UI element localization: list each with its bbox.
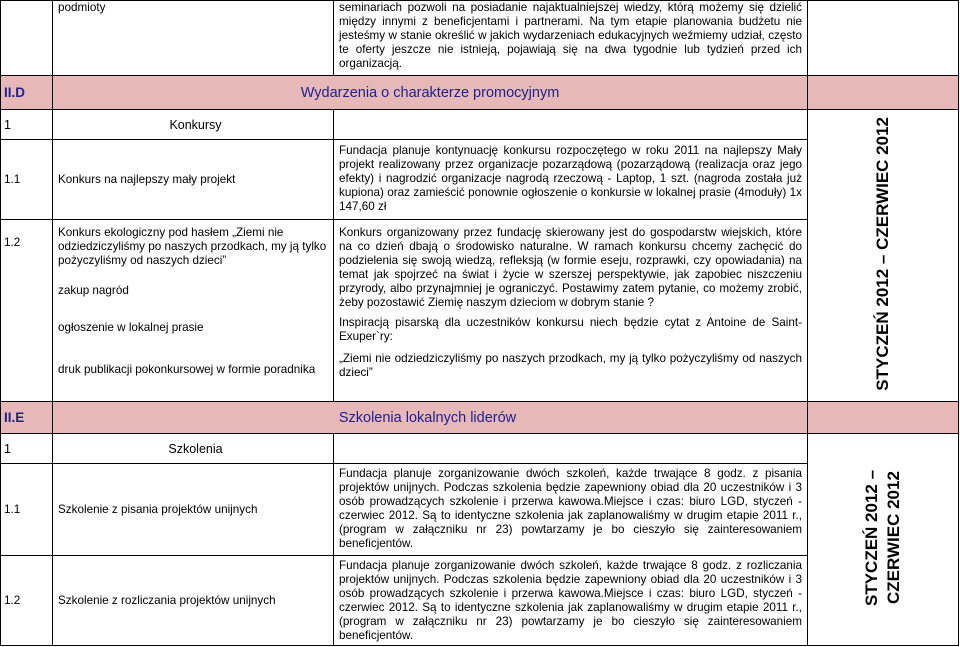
section-header-d — [1, 76, 959, 110]
subject-cell: podmioty — [53, 1, 334, 76]
row-description: Fundacja planuje zorganizowanie dwóch szkoleń, każde trwające 8 godz. z pisania projektów unijnych. Podczas szkolenia będzie zapewniony obiad dla 20 uczestników i 3 osób prowadzących szkolenie i przerwa kawowa.Miejsce i czas: biuro LGD, styczeń - czerwiec 2012. Są to identyczne szkolenia jak zaplanowaliśmy w drugim etapie 2011 r.,(program w załączniku nr 23) powtarzamy je bo cieszyło się zainteresowaniem beneficjentów. — [334, 464, 808, 556]
subsection-title: Konkursy — [53, 110, 334, 140]
subsection-title: Szkolenia — [53, 434, 334, 464]
row-title: Szkolenie z rozliczania projektów unijnych — [53, 556, 334, 646]
row-number: 1.2 — [1, 556, 53, 646]
row-title: Konkurs na najlepszy mały projekt — [53, 140, 334, 220]
section-header-e — [1, 402, 959, 434]
period-label-cell — [808, 434, 959, 646]
row-description: Konkurs organizowany przez fundację skierowany jest do gospodarstw wiejskich, które na co dzień dbają o środowisko naturalne. W ramach konkursu chcemy zachęcić do podzielenia się swoją wiedzą, refleksją (w formie eseju, rozprawki, czy opowiadania) na temat jak spojrzeć na świat i życie w szerszej perspektywie, jak zapobiec niszczeniu przyrody, albo przynajmniej je ograniczyć. Postawimy zatem pytanie, co możemy zrobić, żeby pozostawić Ziemię naszym dzieciom w dobrym stanie ? Inspiracją pisarską dla uczestników konkursu niech będzie cytat z Antoine de Saint-Exuper`ry: „Ziemi nie odziedziczyliśmy po naszych przodkach, my ją tylko pożyczyliśmy od naszych dzieci” — [334, 220, 808, 402]
subsection-number: 1 — [1, 434, 53, 464]
period-label: STYCZEŃ 2012 – CZERWIEC 2012 — [873, 117, 892, 391]
period-label: STYCZEŃ 2012 – CZERWIEC 2012 — [862, 469, 903, 607]
continuation-row — [1, 1, 959, 76]
list-item: ogłoszenie w lokalnej prasie — [58, 321, 204, 334]
row-number: 1.2 — [1, 220, 53, 402]
row-number: 1.1 — [1, 464, 53, 556]
period-label-cell — [808, 110, 959, 402]
row-title: Szkolenie z pisania projektów unijnych — [53, 464, 334, 556]
row-title-cell — [53, 220, 334, 402]
section-number: II.E — [1, 402, 53, 434]
row-number: 1.1 — [1, 140, 53, 220]
row-description: Fundacja planuje kontynuację konkursu rozpoczętego w roku 2011 na najlepszy Mały projekt realizowany przez organizacje pozarządową (pozarządową (realizacja oraz jego efekty) i nagrodzić organizacje nagrodą rzeczową - Laptop, 1 szt. (nagroda została już kupiona) oraz zamieścić ponownie ogłoszenie o konkursie w lokalnej prasie (4moduły) 1x 147,60 zł — [334, 140, 808, 220]
subsection-number: 1 — [1, 110, 53, 140]
list-item: druk publikacji pokonkursowej w formie poradnika — [58, 363, 316, 376]
section-title: Wydarzenia o charakterze promocyjnym — [53, 76, 808, 110]
subsection-header-szkolenia — [1, 434, 959, 464]
section-title: Szkolenia lokalnych liderów — [53, 402, 808, 434]
subsection-header-konkursy — [1, 110, 959, 140]
row-description: Fundacja planuje zorganizowanie dwóch szkoleń, każde trwające 8 godz. z rozliczania projektów unijnych. Podczas szkolenia będzie zapewniony obiad dla 20 uczestników i 3 osób prowadzących szkolenie i przerwa kawowa.Miejsce i czas: biuro LGD, styczeń - czerwiec 2012. Są to identyczne szkolenia jak zaplanowaliśmy w drugim etapie 2011 r., (program w załączniku nr 23) powtarzamy je bo cieszyło się zainteresowaniem beneficjentów. — [334, 556, 808, 646]
continuation-text: seminariach pozwoli na posiadanie najaktualniejszej wiedzy, którą możemy się dzielić między innymi z beneficjentami i partnerami. Na tym etapie planowania budżetu nie jesteśmy w stanie określić w jakich wydarzeniach edukacyjnych weźmiemy udział, często te oferty jeszcze nie istnieją, pojawiają się na dwa tygodnie lub tydzień przed ich organizacją. — [334, 1, 808, 76]
row-title: Konkurs ekologiczny pod hasłem „Ziemi nie odziedziczyliśmy po naszych przodkach, my ją tylko pożyczyliśmy od naszych dzieci” — [58, 226, 327, 267]
section-number: II.D — [1, 76, 53, 110]
list-item: zakup nagród — [58, 284, 129, 297]
